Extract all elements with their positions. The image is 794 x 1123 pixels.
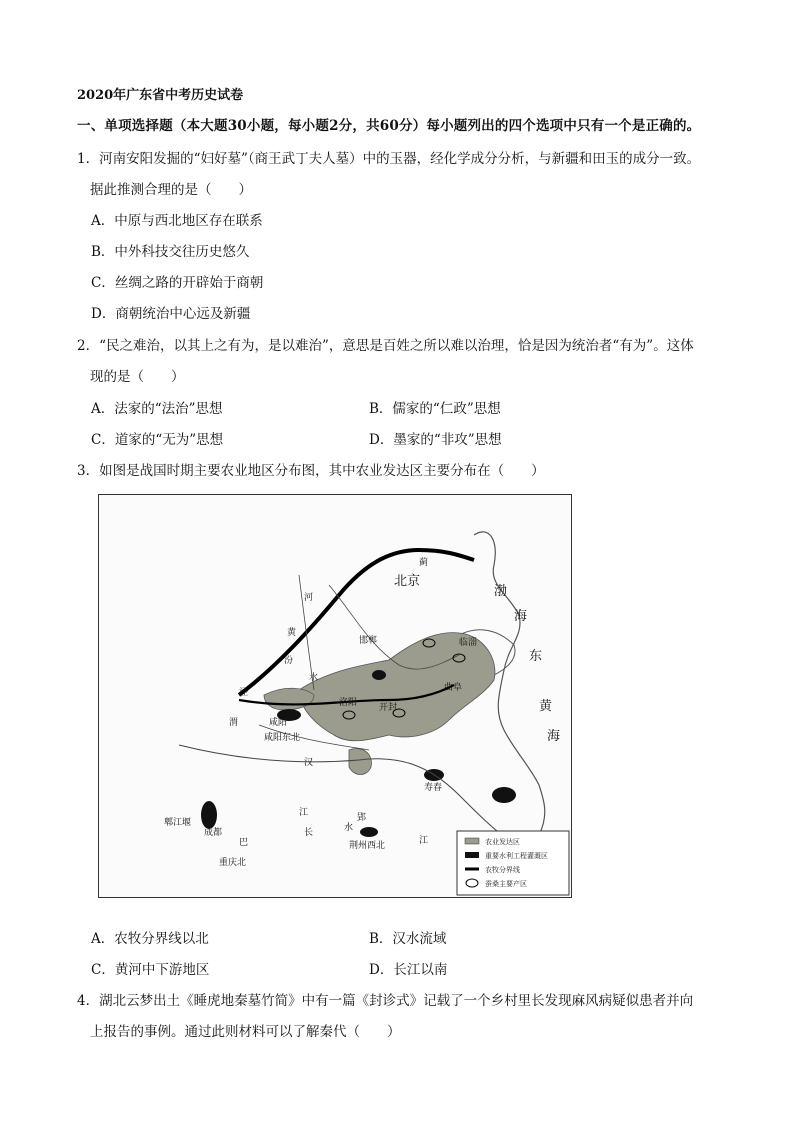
- developed-agriculture-region: [299, 633, 495, 741]
- label-hai2: 海: [547, 729, 561, 744]
- label-xianyang: 咸阳: [269, 718, 288, 728]
- legend-sericulture: 蚕桑主要产区: [485, 880, 527, 888]
- label-beijing: 北京: [394, 574, 421, 589]
- label-shui2: 水: [344, 823, 354, 833]
- label-han: 汉: [304, 758, 314, 768]
- legend-boundary: 农牧分界线: [485, 866, 520, 874]
- question-4-stem-cont: 上报告的事例。通过此则材料可以了解秦代（ ）: [90, 1024, 401, 1040]
- label-qufu: 曲阜: [444, 683, 463, 693]
- map-svg: [99, 495, 571, 897]
- question-3-stem: 3．如图是战国时期主要农业地区分布图，其中农业发达区主要分布在（ ）: [77, 463, 545, 479]
- label-chongqing: 重庆北: [219, 858, 247, 868]
- label-wei: 渭: [229, 718, 239, 728]
- question-2-option-c: C．道家的“无为”思想: [91, 432, 224, 448]
- section-heading: 一、单项选择题（本大题30小题，每小题2分，共60分）每小题列出的四个选项中只有一个是正确的。: [77, 118, 701, 134]
- document-title: 2020年广东省中考历史试卷: [77, 88, 244, 103]
- label-pi: 郫江堰: [164, 818, 192, 828]
- question-3-option-c: C．黄河中下游地区: [91, 962, 210, 978]
- question-4-stem: 4．湖北云梦出土《睡虎地秦墓竹简》中有一篇《封诊式》记载了一个乡村里长发现麻风病疑似患者并向: [77, 993, 694, 1009]
- legend-developed: 农业发达区: [485, 838, 520, 846]
- nanyang-region: [349, 749, 371, 775]
- question-2-option-a: A．法家的“法治”思想: [91, 401, 223, 417]
- question-2-option-d: D．墨家的“非攻”思想: [369, 432, 502, 448]
- question-3-option-a: A．农牧分界线以北: [91, 931, 209, 947]
- dujiangyan-area: [201, 801, 217, 829]
- label-xianyang-ne: 咸阳东北: [264, 733, 301, 743]
- label-fen: 汾: [284, 656, 294, 666]
- label-chang: 长: [304, 828, 314, 838]
- legend-swatch-developed: [465, 838, 479, 844]
- label-he: 河: [304, 593, 314, 603]
- ye-area: [372, 670, 386, 680]
- label-jing: 泾: [239, 688, 249, 698]
- question-1-option-c: C．丝绸之路的开辟始于商朝: [91, 275, 264, 291]
- label-handan: 邯郸: [359, 636, 378, 646]
- label-kaifeng: 开封: [379, 703, 398, 713]
- label-luoyang: 洛阳: [339, 698, 358, 708]
- label-ba: 巴: [239, 838, 249, 848]
- coastline: [474, 532, 545, 865]
- question-2-stem-cont: 现的是（ ）: [90, 369, 185, 385]
- question-1-stem-cont: 据此推测合理的是（ ）: [90, 182, 252, 198]
- label-jiang: 江: [299, 808, 309, 818]
- legend-irrigation: 重要水利工程灌溉区: [485, 852, 548, 860]
- question-1-option-d: D．商朝统治中心远及新疆: [91, 306, 251, 322]
- question-3-option-b: B．汉水流域: [369, 931, 447, 947]
- label-ji: 蓟: [419, 558, 429, 568]
- question-3-option-d: D．长江以南: [369, 962, 448, 978]
- question-1-option-a: A．中原与西北地区存在联系: [91, 213, 263, 229]
- label-dong: 东: [529, 649, 543, 664]
- question-2-stem: 2．“民之难治，以其上之有为，是以难治”，意思是百姓之所以难以治理，恰是因为统治者“有为”。这体: [77, 338, 694, 354]
- question-2-option-b: B．儒家的“仁政”思想: [369, 401, 501, 417]
- question-1-stem: 1．河南安阳发掘的“妇好墓”（商王武丁夫人墓）中的玉器，经化学成分分析，与新疆和田玉的成分一致。: [77, 151, 701, 167]
- wu-area: [492, 787, 516, 803]
- label-shouchun: 寿春: [424, 783, 443, 793]
- label-chengdu: 成都: [204, 828, 223, 838]
- label-huang: 黄: [287, 628, 297, 638]
- label-linzi: 临淄: [459, 638, 478, 648]
- label-ying: 郢: [357, 813, 367, 823]
- label-bo: 渤: [494, 584, 508, 599]
- jingzhou-area: [360, 827, 378, 837]
- label-hai: 海: [514, 609, 528, 624]
- label-shui: 水: [309, 673, 319, 683]
- question-1-option-b: B．中外科技交往历史悠久: [91, 244, 250, 260]
- label-jiang2: 江: [419, 836, 429, 846]
- label-jingzhou: 荆州西北: [349, 841, 386, 851]
- warring-states-agriculture-map: [98, 494, 572, 898]
- legend-swatch-irrigation: [465, 852, 479, 858]
- label-huang-sea: 黄: [539, 699, 553, 714]
